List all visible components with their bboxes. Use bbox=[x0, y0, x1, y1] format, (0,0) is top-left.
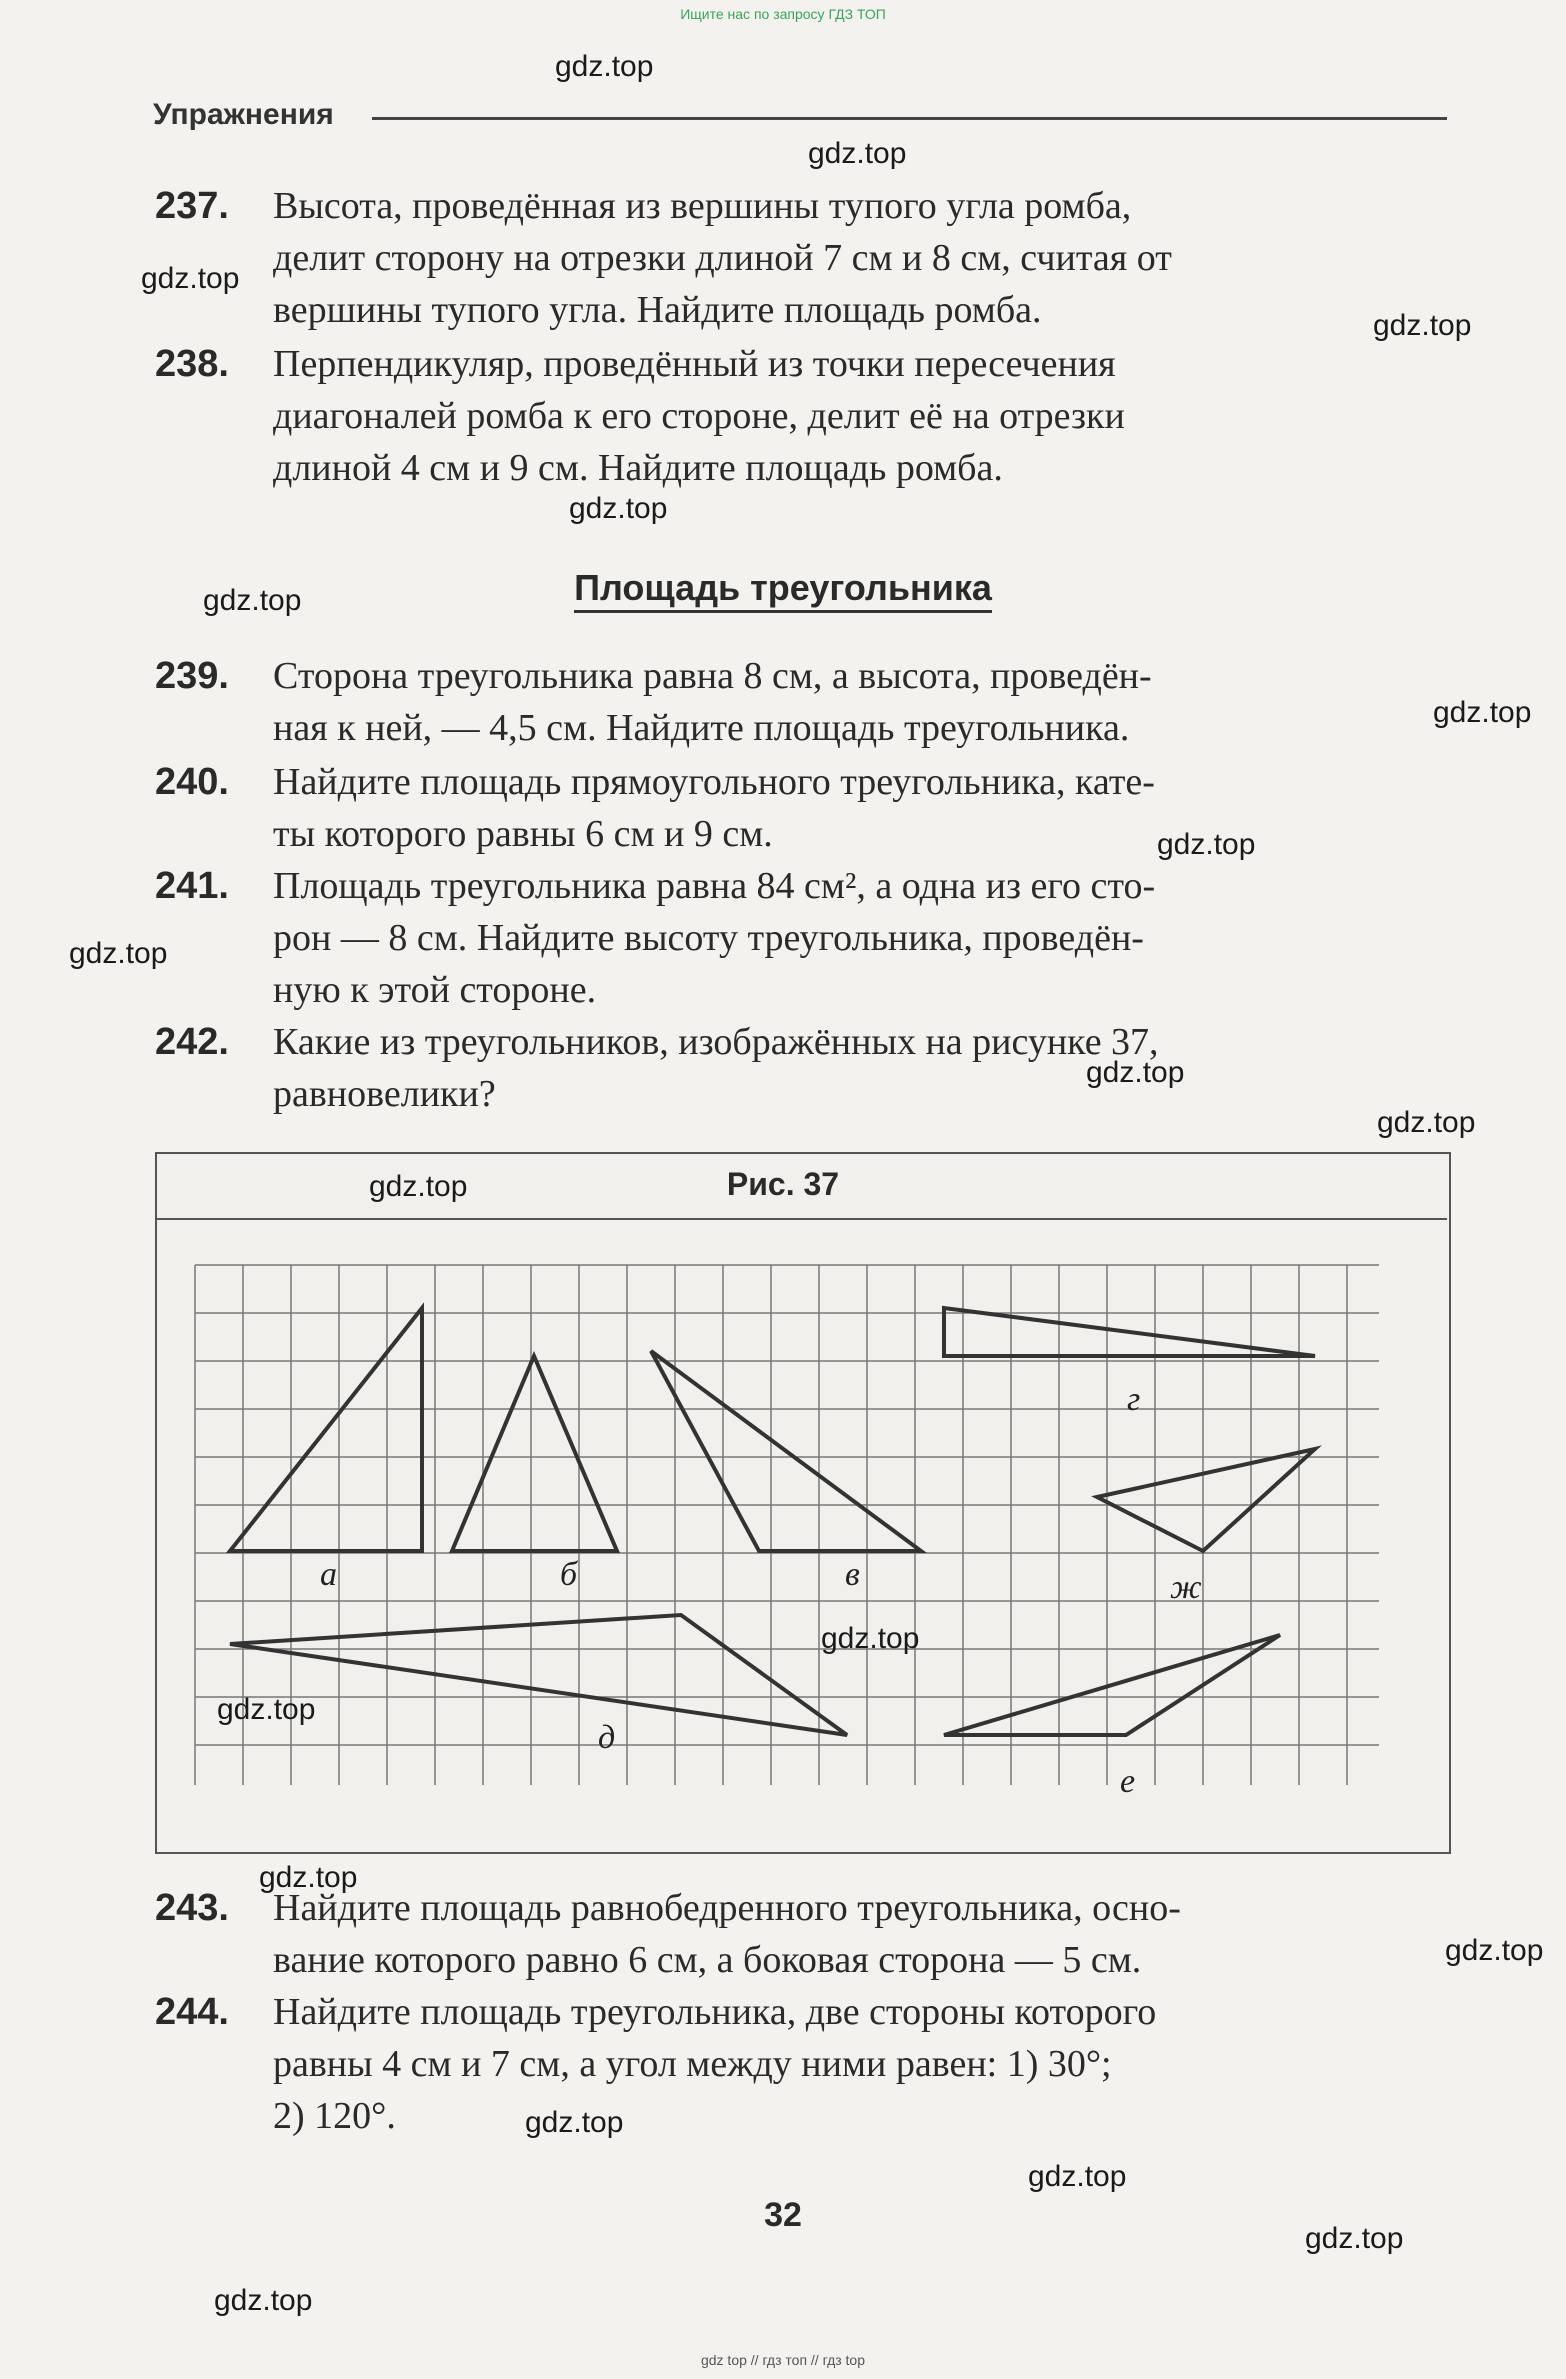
exercise-number: 237. bbox=[155, 185, 229, 227]
label-a: а bbox=[320, 1556, 337, 1593]
exercise-line: Найдите площадь равнобедренного треугольника, осно- bbox=[273, 1887, 1181, 1929]
watermark: gdz.top bbox=[569, 492, 668, 525]
watermark: gdz.top bbox=[1086, 1056, 1185, 1089]
exercise-238 bbox=[155, 338, 1455, 494]
triangle-d bbox=[230, 1615, 847, 1735]
label-d: д bbox=[598, 1719, 616, 1756]
exercise-number: 238. bbox=[155, 343, 229, 385]
exercise-244 bbox=[155, 1986, 1455, 2142]
exercise-243 bbox=[155, 1882, 1455, 1986]
exercise-line: Найдите площадь треугольника, две стороны которого bbox=[273, 1991, 1157, 2033]
triangle-e bbox=[944, 1635, 1280, 1735]
watermark: gdz.top bbox=[1445, 1934, 1544, 1967]
exercise-number: 243. bbox=[155, 1887, 229, 1929]
label-g: г bbox=[1127, 1381, 1141, 1418]
exercise-line: Перпендикуляр, проведённый из точки пересечения bbox=[273, 343, 1116, 385]
top-banner: Ищите нас по запросу ГДЗ ТОП bbox=[680, 6, 886, 22]
exercise-number: 242. bbox=[155, 1021, 229, 1063]
triangle-b bbox=[452, 1356, 617, 1551]
watermark: gdz.top bbox=[808, 137, 907, 170]
page-number: 32 bbox=[764, 2196, 802, 2234]
triangle-grid-figure bbox=[185, 1255, 1425, 1815]
triangle-zh bbox=[1097, 1449, 1315, 1551]
watermark: gdz.top bbox=[1028, 2160, 1127, 2193]
exercise-number: 239. bbox=[155, 655, 229, 697]
exercise-line: ную к этой стороне. bbox=[273, 969, 597, 1011]
triangle-g bbox=[944, 1308, 1315, 1356]
watermark: gdz.top bbox=[214, 2284, 313, 2317]
watermark: gdz.top bbox=[525, 2106, 624, 2139]
exercise-line: равны 4 см и 7 см, а угол между ними равен: 1) 30°; bbox=[273, 2043, 1112, 2085]
section-heading: Упражнения bbox=[153, 98, 334, 131]
watermark: gdz.top bbox=[69, 937, 168, 970]
exercise-239 bbox=[155, 650, 1455, 754]
exercise-line: рон — 8 см. Найдите высоту треугольника, проведён- bbox=[273, 917, 1144, 959]
exercise-241 bbox=[155, 860, 1455, 1016]
exercise-line: длиной 4 см и 9 см. Найдите площадь ромба. bbox=[273, 447, 1003, 489]
exercise-line: вание которого равно 6 см, а боковая сторона — 5 см. bbox=[273, 1939, 1142, 1981]
watermark: gdz.top bbox=[555, 50, 654, 83]
exercise-number: 240. bbox=[155, 761, 229, 803]
exercise-line: Сторона треугольника равна 8 см, а высота, проведён- bbox=[273, 655, 1152, 697]
watermark: gdz.top bbox=[217, 1693, 316, 1726]
watermark: gdz.top bbox=[203, 584, 302, 617]
figure-caption-rule bbox=[155, 1218, 1447, 1220]
exercise-number: 244. bbox=[155, 1991, 229, 2033]
triangle-v bbox=[651, 1351, 921, 1551]
exercise-number: 241. bbox=[155, 865, 229, 907]
figure-caption: Рис. 37 bbox=[726, 1166, 840, 1202]
watermark: gdz.top bbox=[1373, 309, 1472, 342]
bottom-banner: gdz top // гдз топ // гдз top bbox=[700, 2352, 866, 2368]
triangle-a bbox=[230, 1308, 422, 1551]
watermark: gdz.top bbox=[141, 262, 240, 295]
watermark: gdz.top bbox=[1157, 828, 1256, 861]
watermark: gdz.top bbox=[1377, 1106, 1476, 1139]
subtitle-text: Площадь треугольника bbox=[574, 567, 992, 613]
section-rule bbox=[372, 117, 1447, 120]
exercise-240 bbox=[155, 756, 1455, 860]
label-v: в bbox=[845, 1556, 860, 1593]
watermark: gdz.top bbox=[259, 1861, 358, 1894]
watermark: gdz.top bbox=[1305, 2222, 1404, 2255]
exercise-line: Площадь треугольника равна 84 см², а одна из его сто- bbox=[273, 865, 1156, 907]
exercise-242 bbox=[155, 1016, 1455, 1120]
exercise-line: Какие из треугольников, изображённых на рисунке 37, bbox=[273, 1021, 1159, 1063]
exercise-line: делит сторону на отрезки длиной 7 см и 8 см, считая от bbox=[273, 237, 1172, 279]
exercise-line: вершины тупого угла. Найдите площадь ромба. bbox=[273, 289, 1042, 331]
exercise-237 bbox=[155, 180, 1455, 336]
exercise-line: равновелики? bbox=[273, 1073, 496, 1115]
exercise-line: 2) 120°. bbox=[273, 2095, 396, 2137]
exercise-line: ты которого равны 6 см и 9 см. bbox=[273, 813, 773, 855]
watermark: gdz.top bbox=[369, 1170, 468, 1203]
exercise-line: Найдите площадь прямоугольного треугольника, кате- bbox=[273, 761, 1155, 803]
exercise-line: ная к ней, — 4,5 см. Найдите площадь треугольника. bbox=[273, 707, 1130, 749]
label-b: б bbox=[560, 1556, 578, 1593]
watermark: gdz.top bbox=[821, 1622, 920, 1655]
exercise-line: Высота, проведённая из вершины тупого угла ромба, bbox=[273, 185, 1132, 227]
watermark: gdz.top bbox=[1433, 696, 1532, 729]
label-zh: ж bbox=[1170, 1569, 1202, 1606]
exercise-line: диагоналей ромба к его стороне, делит её на отрезки bbox=[273, 395, 1125, 437]
label-e: е bbox=[1120, 1763, 1136, 1800]
